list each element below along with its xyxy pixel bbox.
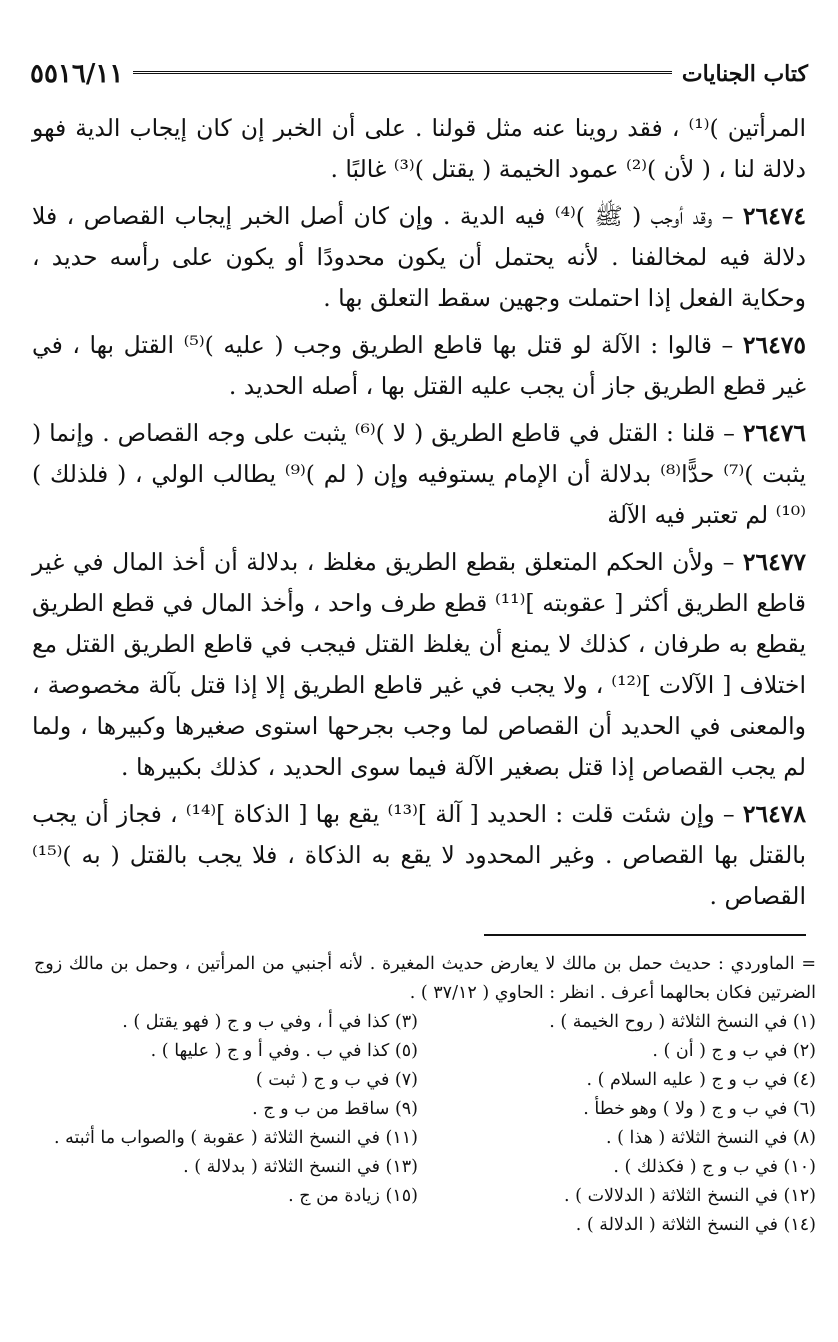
paragraph-text: – وقد أوجب ( ﷺ )⁽⁴⁾ فيه الدية . وإن كان أصل الخبر إيجاب القصاص ، فلا دلالة فيه لمخالفنا . لأنه يحتمل أن يكون محدودًا أو يكون على رأسه حديد ، وحكاية الفعل إذا احتملت وجهين سقط التعلق بها .	[32, 202, 806, 312]
footnote: (٢) في ب و ج ( أن ) .	[652, 1041, 816, 1061]
paragraph-text: – قلنا : القتل في قاطع الطريق ( لا )⁽⁶⁾ يثبت على وجه القصاص . وإنما ( يثبت )⁽⁷⁾ حدًّا⁽⁸⁾ بدلالة أن الإمام يستوفيه وإن ( لم )⁽⁹⁾ يطالب الولي ، ( فلذلك )⁽¹⁰⁾ لم تعتبر فيه الآلة	[32, 419, 806, 529]
footnote-grid	[34, 1008, 816, 1240]
running-header	[30, 56, 808, 92]
paragraph-text: – ولأن الحكم المتعلق بقطع الطريق مغلظ ، بدلالة أن أخذ المال في غير قاطع الطريق أكثر [ عقوبته ]⁽¹¹⁾ قطع طرف واحد ، وأخذ المال في قطع الطريق يقطع به طرفان ، كذلك لا يمنع أن يغلظ القتل فيجب في قاطع الطريق القتل مع اختلاف [ الآلات ]⁽¹²⁾ ، ولا يجب في غير قاطع الطريق إلا إذا قتل بآلة مخصوصة ، والمعنى في الحديد أن القصاص لما وجب بجرحها استوى صغيرها وكبيرها ، ولما لم يجب القصاص إذا قتل بصغير الآلة فيما سوى الحديد ، كذلك بكبيرها .	[32, 548, 806, 781]
footnote: (١٤) في النسخ الثلاثة ( الدلالة ) .	[575, 1215, 816, 1235]
page-number: ٥٥١٦/١١	[30, 59, 124, 89]
paragraph-number: ٢٦٤٧٦	[742, 419, 806, 447]
paragraph-number: ٢٦٤٧٨	[742, 800, 806, 828]
footnotes	[34, 950, 816, 1240]
paragraph-text: – قالوا : الآلة لو قتل بها قاطع الطريق وجب ( عليه )⁽⁵⁾ القتل بها ، في غير قطع الطريق جاز أن يجب عليه القتل بها ، أصله الحديد .	[32, 331, 806, 400]
paragraph	[32, 325, 806, 407]
paragraph	[32, 413, 806, 536]
footnote: (١١) في النسخ الثلاثة ( عقوبة ) والصواب ما أثبته .	[54, 1128, 418, 1148]
footnote: (١٢) في النسخ الثلاثة ( الدلالات ) .	[564, 1186, 816, 1206]
footnote: (٨) في النسخ الثلاثة ( هذا ) .	[606, 1128, 816, 1148]
chapter-title: كتاب الجنايات	[681, 61, 808, 87]
paragraph-text: – وإن شئت قلت : الحديد [ آلة ]⁽¹³⁾ يقع بها [ الذكاة ]⁽¹⁴⁾ ، فجاز أن يجب بالقتل بها القصاص . وغير المحدود لا يقع به الذكاة ، فلا يجب بالقتل ( به )⁽¹⁵⁾ القصاص .	[32, 800, 806, 910]
footnote: (٥) كذا في ب . وفي أ و ج ( عليها ) .	[150, 1041, 418, 1061]
paragraph-number: ٢٦٤٧٥	[742, 331, 806, 359]
header-rule	[133, 71, 672, 78]
paragraph	[32, 794, 806, 917]
paragraph-number: ٢٦٤٧٧	[742, 548, 806, 576]
paragraph-text: المرأتين )⁽¹⁾ ، فقد روينا عنه مثل قولنا . على أن الخبر إن كان إيجاب الدية فهو دلالة لنا ، ( لأن )⁽²⁾ عمود الخيمة ( يقتل )⁽³⁾ غالبًا .	[32, 114, 807, 183]
footnote: (٣) كذا في أ ، وفي ب و ج ( فهو يقتل ) .	[122, 1012, 418, 1032]
paragraph	[32, 196, 806, 319]
main-text	[32, 108, 806, 923]
footnote: (٤) في ب و ج ( عليه السلام ) .	[586, 1070, 816, 1090]
footnote: (١٥) زيادة من ج .	[288, 1186, 418, 1206]
footnote: (١) في النسخ الثلاثة ( روح الخيمة ) .	[549, 1012, 816, 1032]
footnote: (١٠) في ب و ج ( فكذلك ) .	[613, 1157, 816, 1177]
paragraph-number: ٢٦٤٧٤	[742, 202, 806, 230]
footnote: (٧) في ب و ج ( ثبت )	[255, 1070, 418, 1090]
footnote: (١٣) في النسخ الثلاثة ( بدلالة ) .	[183, 1157, 418, 1177]
footnote-rule	[484, 934, 806, 936]
footnote: (٩) ساقط من ب و ج .	[252, 1099, 418, 1119]
footnote-continuation: = الماوردي : حديث حمل بن مالك لا يعارض حديث المغيرة . لأنه أجنبي من المرأتين ، وحمل بن مالك زوج الضرتين فكان بحالهما أعرف . انظر : الحاوي ( ٣٧/١٢ ) .	[34, 954, 816, 1003]
paragraph	[32, 542, 806, 788]
footnote: (٦) في ب و ج ( ولا ) وهو خطأ .	[583, 1099, 816, 1119]
paragraph	[32, 108, 806, 190]
